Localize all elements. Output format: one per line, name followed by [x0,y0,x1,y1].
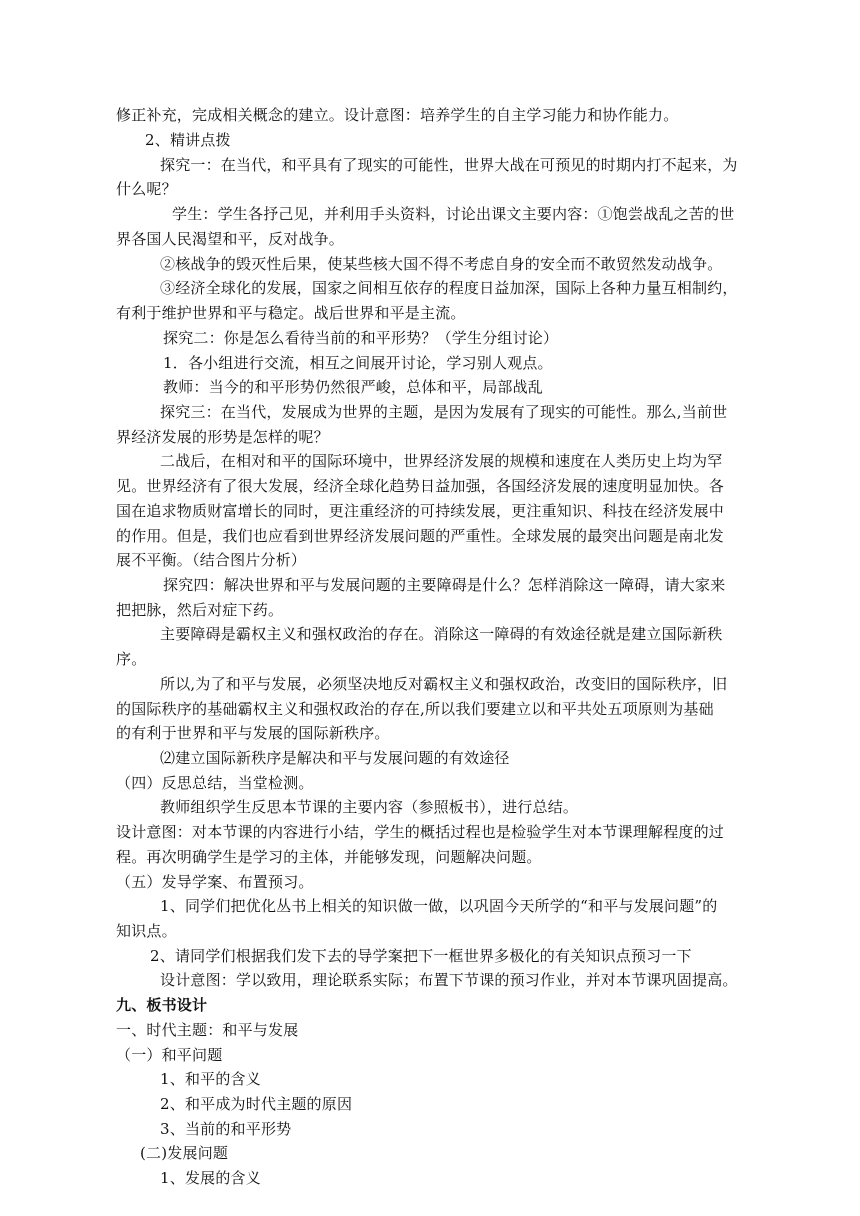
text-line-23: 序。 [116,650,147,668]
text-line-17: 国在追求物质财富增长的同时，更注重经济的可持续发展，更注重知识、科技在经济发展中 [116,502,725,520]
text-line-4: 什么呢？ [116,180,177,198]
text-line-19: 展不平衡。（结合图片分析） [116,551,307,569]
text-line-34: 知识点。 [116,922,177,940]
text-line-1: 修正补充，完成相关概念的建立。设计意图：培养学生的自主学习能力和协作能力。 [116,106,679,124]
text-line-5: 学生：学生各抒己见，并利用手头资料，讨论出课文主要内容：①饱尝战乱之苦的世 [172,205,735,223]
text-line-32: （五）发导学案、布置预习。 [116,873,314,891]
section-heading-board-design: 九、板书设计 [116,996,208,1014]
text-line-11: 1．各小组进行交流，相互之间展开讨论，学习别人观点。 [163,354,553,372]
text-line-8: ③经济全球化的发展，国家之间相互依存的程度日益加深，国际上各种力量互相制约， [160,279,738,297]
text-line-26: 的有利于世界和平与发展的国际新秩序。 [116,724,390,742]
text-line-38: 一、时代主题：和平与发展 [116,1021,299,1039]
text-line-21: 把把脉，然后对症下药。 [116,601,284,619]
text-line-12: 教师：当今的和平形势仍然很严峻，总体和平，局部战乱 [163,378,544,396]
text-line-33: 1、同学们把优化丛书上相关的知识做一做，以巩固今天所学的“和平与发展问题”的 [160,897,718,915]
text-line-36: 设计意图：学以致用，理论联系实际；布置下节课的预习作业，并对本节课巩固提高。 [160,971,738,989]
text-line-16: 见。世界经济有了很大发展，经济全球化趋势日益加强，各国经济发展的速度明显加快。各 [116,477,725,495]
text-line-39: （一）和平问题 [116,1046,223,1064]
text-line-6: 界各国人民渴望和平，反对战争。 [116,230,345,248]
text-line-44: 1、发展的含义 [160,1169,261,1187]
text-line-27: ⑵建立国际新秩序是解决和平与发展问题的有效途径 [160,749,510,767]
text-line-42: 3、当前的和平形势 [160,1120,292,1138]
text-line-15: 二战后，在相对和平的国际环境中，世界经济发展的规模和速度在人类历史上均为罕 [160,452,723,470]
text-line-40: 1、和平的含义 [160,1070,261,1088]
text-line-35: 2、请同学们根据我们发下去的导学案把下一框世界多极化的有关知识点预习一下 [150,947,692,965]
text-line-43: (二)发展问题 [140,1144,229,1162]
text-line-7: ②核战争的毁灭性后果，使某些核大国不得不考虑自身的安全而不敢贸然发动战争。 [160,255,723,273]
text-line-41: 2、和平成为时代主题的原因 [160,1095,353,1113]
text-line-25: 的国际秩序的基础霸权主义和强权政治的存在,所以我们要建立以和平共处五项原则为基础 [116,700,714,718]
text-line-18: 的作用。但是，我们也应看到世界经济发展问题的严重性。全球发展的最突出问题是南北发 [116,527,725,545]
text-line-24: 所以,为了和平与发展，必须坚决地反对霸权主义和强权政治，改变旧的国际秩序，旧 [160,675,728,693]
text-line-31: 程。再次明确学生是学习的主体，并能够发现，问题解决问题。 [116,848,542,866]
text-line-2: 2、精讲点拨 [145,131,231,149]
text-line-10: 探究二：你是怎么看待当前的和平形势？（学生分组讨论） [163,329,559,347]
text-line-28: （四）反思总结，当堂检测。 [116,774,314,792]
text-line-14: 界经济发展的形势是怎样的呢？ [116,428,329,446]
text-line-29: 教师组织学生反思本节课的主要内容（参照板书），进行总结。 [160,798,579,816]
text-line-13: 探究三：在当代，发展成为世界的主题，是因为发展有了现实的可能性。那么,当前世 [160,403,728,421]
text-line-20: 探究四：解决世界和平与发展问题的主要障碍是什么？怎样消除这一障碍，请大家来 [163,576,726,594]
text-line-3: 探究一：在当代，和平具有了现实的可能性，世界大战在可预见的时期内打不起来，为 [160,156,738,174]
text-line-30: 设计意图：对本节课的内容进行小结，学生的概括过程也是检验学生对本节课理解程度的过 [116,823,725,841]
text-line-9: 有利于维护世界和平与稳定。战后世界和平是主流。 [116,304,466,322]
text-line-22: 主要障碍是霸权主义和强权政治的存在。消除这一障碍的有效途径就是建立国际新秩 [160,625,723,643]
